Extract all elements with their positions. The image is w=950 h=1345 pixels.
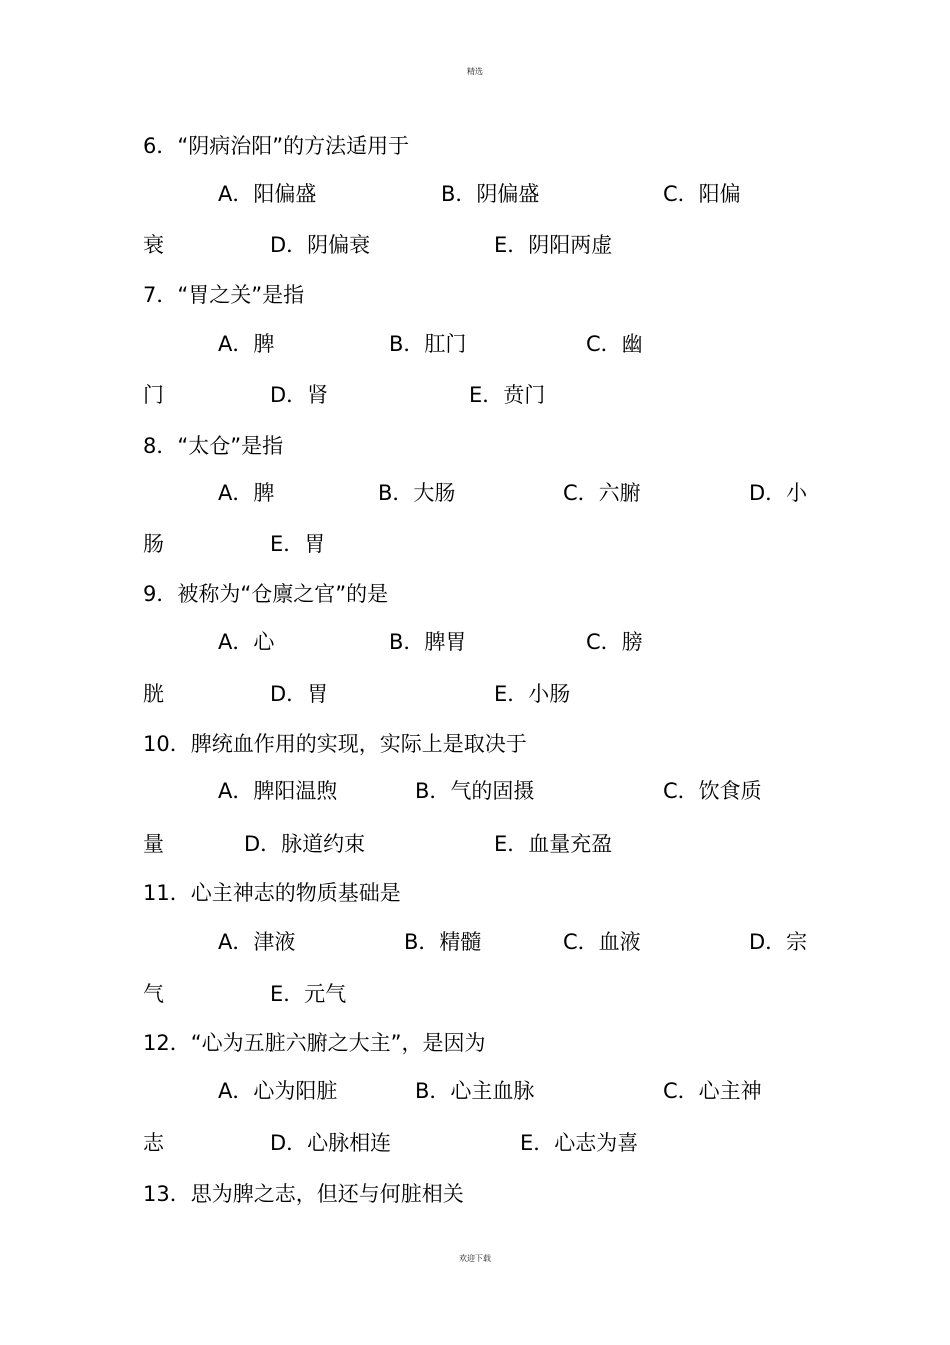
option-text: 胱 [143, 682, 164, 706]
question-text: 10．脾统血作用的实现，实际上是取决于 [143, 732, 527, 756]
option-text: E．血量充盈 [494, 832, 613, 856]
option-text: E．小肠 [494, 682, 571, 706]
option-text: C．幽 [586, 332, 643, 356]
option-text: D．胃 [270, 682, 329, 706]
option-text: B．精髓 [404, 930, 482, 954]
option-text: C．血液 [563, 930, 641, 954]
option-text: A．脾 [218, 481, 275, 505]
option-text: B．大肠 [378, 481, 456, 505]
option-text: E．胃 [270, 532, 326, 556]
option-text: B．阴偏盛 [441, 182, 540, 206]
option-text: D．心脉相连 [270, 1131, 392, 1155]
question-text: 6．“阴病治阳”的方法适用于 [143, 134, 410, 158]
option-text: A．心为阳脏 [218, 1079, 338, 1103]
option-text: E．元气 [270, 982, 347, 1006]
option-text: D．宗 [749, 930, 808, 954]
option-text: C．心主神 [663, 1079, 762, 1103]
option-text: E．心志为喜 [520, 1131, 639, 1155]
option-text: E．贲门 [469, 383, 546, 407]
option-text: 气 [143, 982, 164, 1006]
option-text: 衰 [143, 233, 164, 257]
option-text: D．小 [749, 481, 808, 505]
option-text: B．肛门 [389, 332, 467, 356]
question-text: 8．“太仓”是指 [143, 434, 284, 458]
option-text: D．脉道约束 [244, 832, 366, 856]
option-text: 肠 [143, 532, 164, 556]
option-text: A．阳偏盛 [218, 182, 317, 206]
option-text: B．脾胃 [389, 630, 467, 654]
option-text: A．脾 [218, 332, 275, 356]
option-text: 量 [143, 832, 164, 856]
question-text: 12．“心为五脏六腑之大主”，是因为 [143, 1031, 486, 1055]
option-text: A．脾阳温煦 [218, 779, 338, 803]
option-text: D．阴偏衰 [270, 233, 371, 257]
option-text: 志 [143, 1131, 164, 1155]
question-text: 7．“胃之关”是指 [143, 283, 305, 307]
page-footer: 欢迎下载 [459, 1254, 491, 1263]
page-header: 精选 [467, 67, 483, 76]
option-text: D．肾 [270, 383, 329, 407]
option-text: B．气的固摄 [415, 779, 535, 803]
option-text: A．津液 [218, 930, 296, 954]
option-text: A．心 [218, 630, 275, 654]
question-text: 13．思为脾之志，但还与何脏相关 [143, 1182, 464, 1206]
option-text: B．心主血脉 [415, 1079, 535, 1103]
option-text: C．六腑 [563, 481, 641, 505]
option-text: C．阳偏 [663, 182, 741, 206]
option-text: E．阴阳两虚 [494, 233, 613, 257]
option-text: C．饮食质 [663, 779, 762, 803]
option-text: C．膀 [586, 630, 643, 654]
question-text: 11．心主神志的物质基础是 [143, 881, 401, 905]
option-text: 门 [143, 383, 164, 407]
question-text: 9．被称为“仓廪之官”的是 [143, 582, 389, 606]
